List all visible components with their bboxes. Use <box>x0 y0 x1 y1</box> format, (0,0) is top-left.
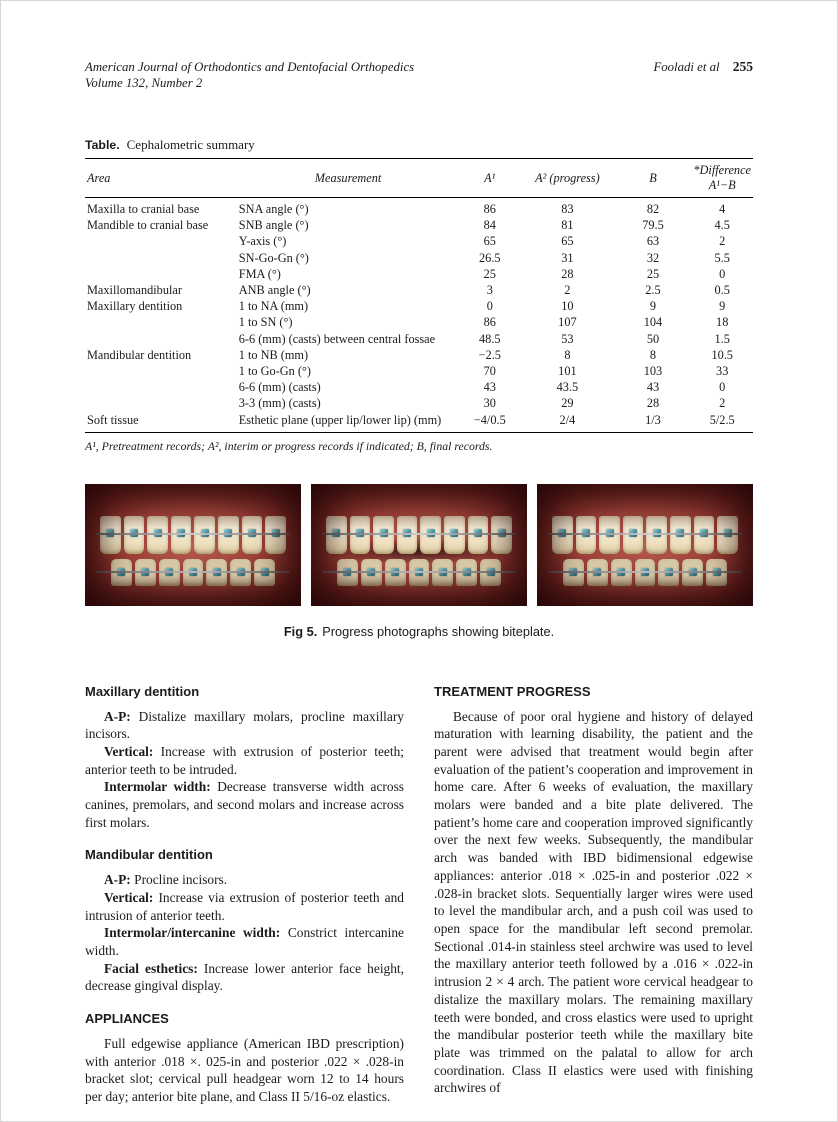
tooth-shape <box>100 516 121 554</box>
paragraph-mandibular-intermolar <box>85 924 404 959</box>
paragraph-text: Increase via extrusion of posterior teeth and intrusion of anterior teeth. <box>85 889 404 923</box>
table-row <box>85 412 753 432</box>
table-cell: 4 <box>719 202 726 216</box>
intraoral-photo-left-buccal <box>537 484 753 606</box>
table-cell: 26.5 <box>479 250 501 265</box>
table-cell: SN-Go-Gn (°) <box>238 250 309 265</box>
table-cell: Esthetic plane (upper lip/lower lip) (mm) <box>238 412 442 427</box>
table-row <box>85 380 753 396</box>
page-number: 255 <box>732 59 753 74</box>
table-cell: 6-6 (mm) (casts) between central fossae <box>238 331 436 346</box>
left-column <box>85 683 404 1106</box>
journal-issue: Volume 132, Number 2 <box>85 76 203 90</box>
table-cell: 18 <box>716 315 729 330</box>
table-cell: 63 <box>646 234 660 249</box>
table-col-header: A² (progress) <box>520 159 614 198</box>
table-cell: 33 <box>716 364 729 379</box>
table-cell: Mandibular dentition <box>87 347 192 362</box>
table-cell: Mandible to cranial base <box>87 218 209 233</box>
table-cell: 65 <box>561 234 574 249</box>
table-cell: 0 <box>486 299 493 314</box>
table-row <box>85 331 753 347</box>
archwire <box>322 533 516 535</box>
figure-caption <box>85 624 753 639</box>
paragraph-mandibular-ap <box>85 871 404 889</box>
table-cell: 9 <box>649 299 657 314</box>
table-cell: ANB angle (°) <box>238 283 311 298</box>
table-row <box>85 347 753 363</box>
cephalometric-summary-section <box>85 137 753 454</box>
table-cell: SNB angle (°) <box>238 218 309 233</box>
table-cell: 25 <box>646 266 660 281</box>
archwire <box>96 533 290 535</box>
table-header-row <box>85 159 753 198</box>
table-cell: 2 <box>719 234 726 249</box>
table-row <box>85 283 753 299</box>
tooth-shape <box>397 516 418 554</box>
tooth-shape <box>147 516 168 554</box>
paragraph-lead: Vertical: <box>104 743 154 759</box>
table-body <box>85 198 753 433</box>
table-cell: −2.5 <box>478 347 501 362</box>
table-cell: 1 to Go-Gn (°) <box>238 364 311 379</box>
intraoral-photo-right-buccal <box>85 484 301 606</box>
table-cell: 84 <box>483 218 496 233</box>
table-cell <box>85 380 237 396</box>
cephalometric-table <box>85 158 753 433</box>
table-cell: 9 <box>719 299 726 314</box>
table-cell: 70 <box>483 364 496 379</box>
tooth-shape <box>717 516 738 554</box>
table-cell: 10 <box>561 299 574 314</box>
table-cell: 1/3 <box>645 412 661 427</box>
archwire <box>548 571 742 573</box>
table-cell: Maxilla to cranial base <box>87 202 200 216</box>
paragraph-lead: Intermolar width: <box>104 779 211 795</box>
paragraph-treatment-progress <box>434 708 753 1097</box>
table-cell: 2/4 <box>559 412 576 427</box>
table-cell: 3 <box>486 283 493 298</box>
tooth-shape <box>444 516 465 554</box>
table-cell <box>85 250 237 266</box>
table-cell: Soft tissue <box>87 412 139 427</box>
table-row <box>85 266 753 282</box>
table-row <box>85 364 753 380</box>
table-cell: 48.5 <box>479 331 501 346</box>
tooth-shape <box>552 516 573 554</box>
table-cell: 1.5 <box>714 331 730 346</box>
table-cell: 53 <box>561 331 574 346</box>
table-cell: 8 <box>649 347 657 362</box>
table-cell: 101 <box>558 364 577 379</box>
tooth-shape <box>599 516 620 554</box>
tooth-shape <box>171 516 192 554</box>
tooth-shape <box>576 516 597 554</box>
tooth-shape <box>491 516 512 554</box>
tooth-shape <box>646 516 667 554</box>
figure-5 <box>85 484 753 639</box>
table-cell: 43 <box>483 380 496 395</box>
tooth-shape <box>373 516 394 554</box>
paragraph-lead: Vertical: <box>104 889 154 905</box>
table-cell: 43.5 <box>556 380 579 395</box>
table-row <box>85 234 753 250</box>
tooth-shape <box>670 516 691 554</box>
table-cell: 2 <box>564 283 571 298</box>
upper-teeth-row <box>100 516 286 554</box>
paragraph-lead: Intermolar/intercanine width: <box>104 925 281 941</box>
paragraph-facial-esthetics <box>85 960 404 995</box>
table-footnote: A¹, Pretreatment records; A², interim or progress records if indicated; B, final records. <box>85 438 493 453</box>
table-col-header: Area <box>85 159 237 198</box>
table-cell: Maxillary dentition <box>87 299 183 314</box>
running-head <box>85 59 753 91</box>
tooth-shape <box>350 516 371 554</box>
table-caption-label: Table. <box>85 138 120 152</box>
table-cell: 6-6 (mm) (casts) <box>238 380 321 395</box>
table-cell <box>85 315 237 331</box>
paragraph-mandibular-vertical <box>85 889 404 924</box>
intraoral-photo-frontal <box>311 484 527 606</box>
table-cell: FMA (°) <box>238 266 281 281</box>
table-cell: 30 <box>483 396 496 411</box>
table-cell <box>85 396 237 412</box>
table-cell: 83 <box>561 202 574 216</box>
table-cell: 104 <box>643 315 663 330</box>
table-cell: 0 <box>719 380 726 395</box>
paragraph-appliances <box>85 1035 404 1106</box>
table-col-header: A¹ <box>459 159 520 198</box>
table-row <box>85 218 753 234</box>
paragraph-lead: Facial esthetics: <box>104 960 198 976</box>
paragraph-maxillary-ap <box>85 708 404 743</box>
table-cell: 82 <box>646 202 660 216</box>
table-cell: 0.5 <box>714 283 730 298</box>
paragraph-text: Decrease transverse width across canines, premolars, and second molars and increase across first molars. <box>85 779 404 830</box>
table-caption <box>85 137 753 153</box>
upper-teeth-row <box>326 516 512 554</box>
table-row <box>85 299 753 315</box>
table-cell: 1 to NA (mm) <box>238 299 309 314</box>
table-cell: 2 <box>719 396 726 411</box>
archwire <box>322 571 516 573</box>
table-cell: 65 <box>483 234 496 249</box>
table-cell: 86 <box>483 315 496 330</box>
table-header <box>85 159 753 198</box>
table-col-header: *Difference A¹−B <box>691 159 753 198</box>
paragraph-maxillary-vertical <box>85 743 404 778</box>
tooth-shape <box>420 516 441 554</box>
paragraph-maxillary-intermolar <box>85 778 404 831</box>
table-row <box>85 396 753 412</box>
section-heading-treatment-progress: TREATMENT PROGRESS <box>434 683 591 699</box>
table-cell: 86 <box>483 202 496 216</box>
tooth-shape <box>194 516 215 554</box>
table-cell: 31 <box>561 250 574 265</box>
paragraph-text: Distalize maxillary molars, procline maxillary incisors. <box>85 708 404 742</box>
table-row <box>85 250 753 266</box>
table-cell: −4/0.5 <box>473 412 506 427</box>
tooth-shape <box>242 516 263 554</box>
table-cell: 1 to SN (°) <box>238 315 293 330</box>
table-caption-text: Cephalometric summary <box>126 137 255 152</box>
table-cell: 103 <box>643 364 663 379</box>
right-column <box>434 683 753 1106</box>
upper-teeth-row <box>552 516 738 554</box>
table-cell: 25 <box>483 266 496 281</box>
table-cell <box>85 234 237 250</box>
table-cell: 28 <box>561 266 574 281</box>
table-col-header: Measurement <box>237 159 460 198</box>
table-col-header: B <box>615 159 692 198</box>
paragraph-text: Full edgewise appliance (American IBD prescription) with anterior .018 ×. 025-in and posterior .022 × .028-in bracket slot; cervical pull headgear worn 12 to 14 hours per day; anterior bite plane, and Class II 5/16-oz elastics. <box>85 1035 404 1104</box>
figure-caption-text: Progress photographs showing biteplate. <box>322 623 555 639</box>
archwire <box>548 533 742 535</box>
table-cell: 5.5 <box>714 250 730 265</box>
table-cell: 1 to NB (mm) <box>238 347 309 362</box>
table-cell <box>85 331 237 347</box>
table-cell: 32 <box>646 250 660 265</box>
table-cell <box>85 364 237 380</box>
figure-caption-label: Fig 5. <box>283 623 318 639</box>
running-head-left <box>85 59 414 91</box>
table-cell: Maxillomandibular <box>87 283 182 298</box>
section-heading-maxillary-dentition: Maxillary dentition <box>85 683 200 699</box>
table-cell: 8 <box>564 347 571 362</box>
tooth-shape <box>265 516 286 554</box>
table-cell: Y-axis (°) <box>238 234 287 249</box>
paragraph-text: Because of poor oral hygiene and history of delayed maturation with learning disability, the patient and the parent were advised that treatment would begin after evaluation of the patient’s cooperation and improvement in home care. After 6 weeks of evaluation, the maxillary molars were banded and a bite plate delivered. The patient’s home care and cooperation improved significantly over the next few weeks. Subsequently, the mandibular arch was banded with IBD bidimensional edgewise appliances: anterior .018 × .025-in and posterior .022 × .028-in bracket slots. Sequentially larger wires were used to level the mandibular arch, and a push coil was used to open space for the mandibular left second premolar. Sectional .014-in stainless steel archwire was used to level the maxillary anterior teeth followed by a .016 × .022-in intrusion 2 × 4 arch. The patient wore cervical headgear to distalize the maxillary molars. The remaining maxillary teeth were bonded, and cross elastics were used to upright the mandibular posterior teeth while the maxillary bite plate was trimmed on the palatal to allow for arch coordination. Class II elastics were used with finishing archwires of <box>434 708 753 1096</box>
table-cell: 79.5 <box>642 218 664 233</box>
table-cell: 81 <box>561 218 574 233</box>
paragraph-lead: A-P: <box>104 708 131 724</box>
table-cell: 0 <box>719 266 726 281</box>
table-cell: 3-3 (mm) (casts) <box>238 396 321 411</box>
table-cell: 43 <box>646 380 660 395</box>
table-cell: 4.5 <box>714 218 730 233</box>
section-heading-appliances: APPLIANCES <box>85 1011 169 1027</box>
table-cell: SNA angle (°) <box>238 202 309 216</box>
tooth-shape <box>218 516 239 554</box>
table-cell: 28 <box>646 396 660 411</box>
running-head-right <box>653 59 753 75</box>
paragraph-text: Procline incisors. <box>134 872 228 888</box>
tooth-shape <box>623 516 644 554</box>
table-cell: 10.5 <box>711 347 733 362</box>
journal-title: American Journal of Orthodontics and Dentofacial Orthopedics <box>85 60 415 74</box>
running-authors: Fooladi et al <box>653 60 720 74</box>
table-cell: 107 <box>558 315 577 330</box>
table-cell: 50 <box>646 331 660 346</box>
tooth-shape <box>326 516 347 554</box>
paragraph-text: Constrict intercanine width. <box>85 925 404 958</box>
tooth-shape <box>694 516 715 554</box>
tooth-shape <box>468 516 489 554</box>
table-cell: 5/2.5 <box>709 412 735 427</box>
paragraph-lead: A-P: <box>104 872 131 888</box>
paragraph-text: Increase lower anterior face height, decrease gingival display. <box>85 960 404 994</box>
progress-photos-row <box>85 484 753 606</box>
table-cell: 2.5 <box>645 283 661 298</box>
tooth-shape <box>124 516 145 554</box>
paragraph-text: Increase with extrusion of posterior teeth; anterior teeth to be intruded. <box>85 743 404 777</box>
table-cell: 29 <box>561 396 574 411</box>
table-row <box>85 315 753 331</box>
body-text <box>85 683 753 1106</box>
table-row <box>85 198 753 218</box>
archwire <box>96 571 290 573</box>
section-heading-mandibular-dentition: Mandibular dentition <box>85 847 213 863</box>
table-cell <box>85 266 237 282</box>
